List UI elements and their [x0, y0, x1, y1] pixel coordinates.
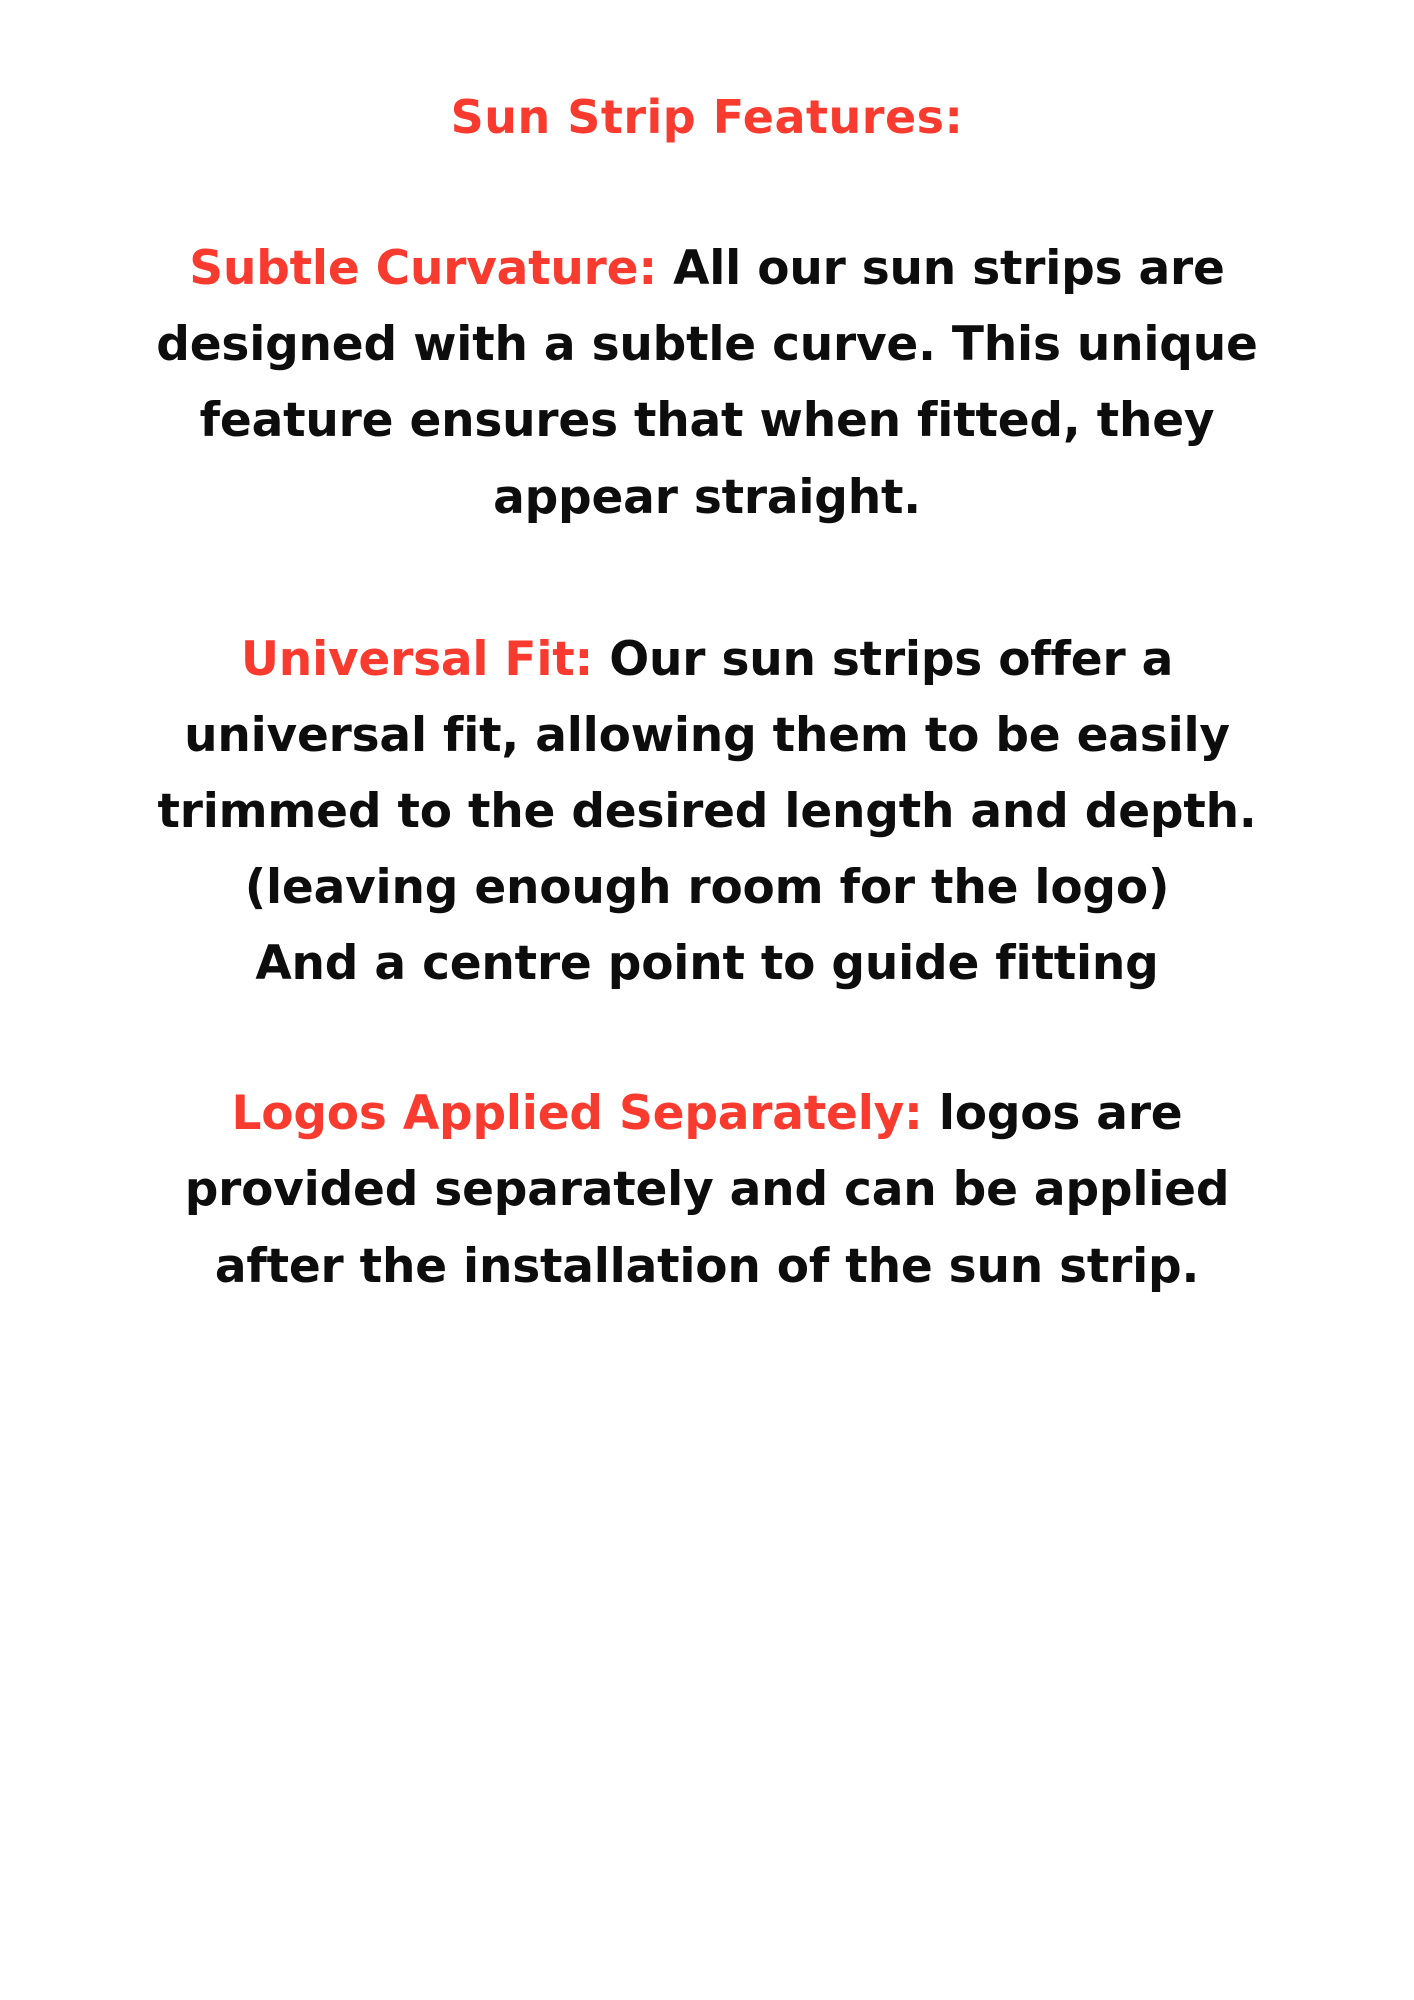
feature-block-subtle-curvature: [120, 231, 1294, 536]
feature-text-logos-applied-separately: logos are provided separately and can be applied after the installation of the sun strip.: [184, 1086, 1230, 1294]
feature-paragraph: [120, 622, 1294, 850]
page-title: Sun Strip Features:: [450, 90, 964, 144]
feature-label-universal-fit: Universal Fit:: [240, 631, 594, 687]
feature-block-universal-fit: [120, 622, 1294, 1003]
feature-text-universal-fit: Our sun strips offer a universal fit, allowing them to be easily trimmed to the desired length and depth.: [157, 631, 1257, 839]
feature-note-logo-room: (leaving enough room for the logo): [244, 860, 1170, 916]
feature-paragraph: [120, 1076, 1294, 1304]
feature-note-centre-point: And a centre point to guide fitting: [255, 936, 1159, 992]
feature-block-logos-applied-separately: [120, 1076, 1294, 1304]
feature-label-subtle-curvature: Subtle Curvature:: [189, 241, 657, 297]
feature-text-subtle-curvature: All our sun strips are designed with a subtle curve. This unique feature ensures that when fitted, they appear straight.: [156, 241, 1258, 525]
feature-label-logos-applied-separately: Logos Applied Separately:: [231, 1086, 923, 1142]
feature-paragraph: [120, 231, 1294, 536]
